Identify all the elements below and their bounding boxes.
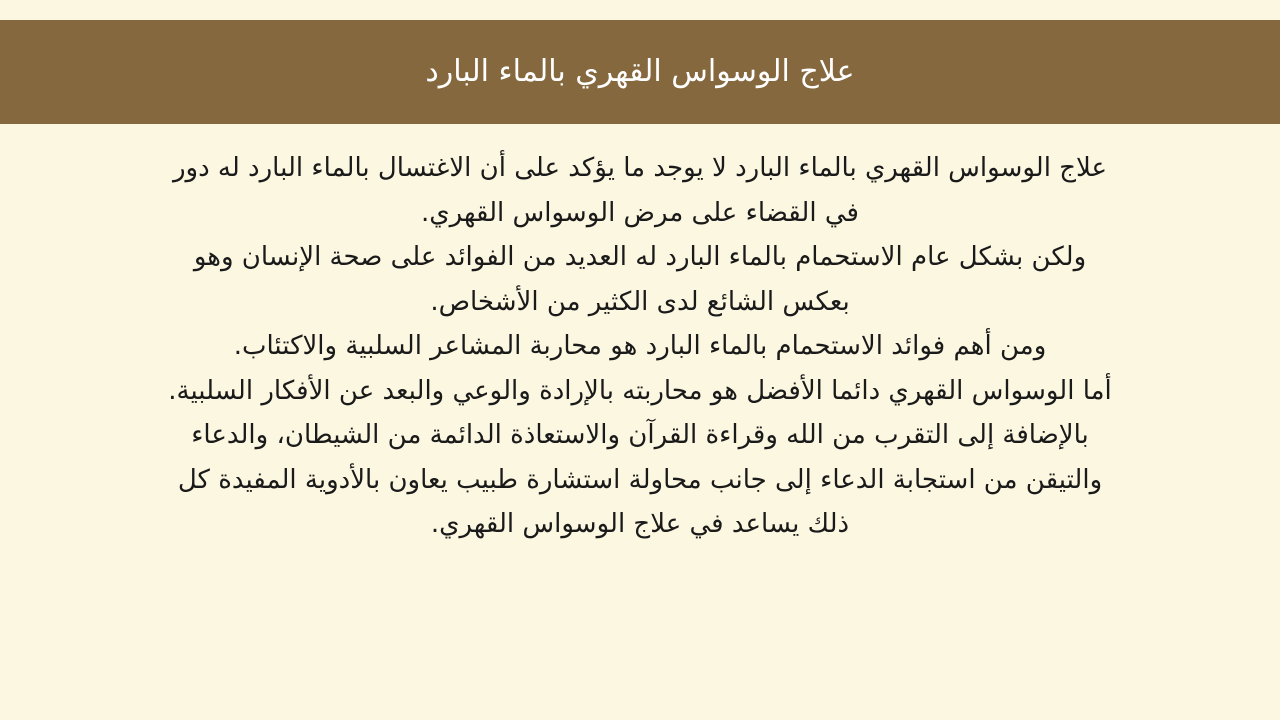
title-bar (0, 20, 1280, 124)
paragraph-4: أما الوسواس القهري دائما الأفضل هو محاربته بالإرادة والوعي والبعد عن الأفكار السلبية. (168, 375, 1112, 406)
slide-title: علاج الوسواس القهري بالماء البارد (425, 54, 855, 89)
paragraph-1: علاج الوسواس القهري بالماء البارد لا يوجد ما يؤكد على أن الاغتسال بالماء البارد له دور في القضاء على مرض الوسواس القهري. (172, 153, 1108, 228)
paragraph-2: ولكن بشكل عام الاستحمام بالماء البارد له العديد من الفوائد على صحة الإنسان وهو بعكس الشائع لدى الكثير من الأشخاص. (193, 242, 1087, 317)
top-margin-band (0, 0, 1280, 20)
slide-body (160, 146, 1120, 547)
paragraph-3: ومن أهم فوائد الاستحمام بالماء البارد هو محاربة المشاعر السلبية والاكتئاب. (233, 331, 1047, 361)
paragraph-5: بالإضافة إلى التقرب من الله وقراءة القرآن والاستعاذة الدائمة من الشيطان، والدعاء والتيقن من استجابة الدعاء إلى جانب محاولة استشارة طبيب يعاون بالأدوية المفيدة كل ذلك يساعد في علاج الوسواس القهري. (177, 420, 1103, 539)
